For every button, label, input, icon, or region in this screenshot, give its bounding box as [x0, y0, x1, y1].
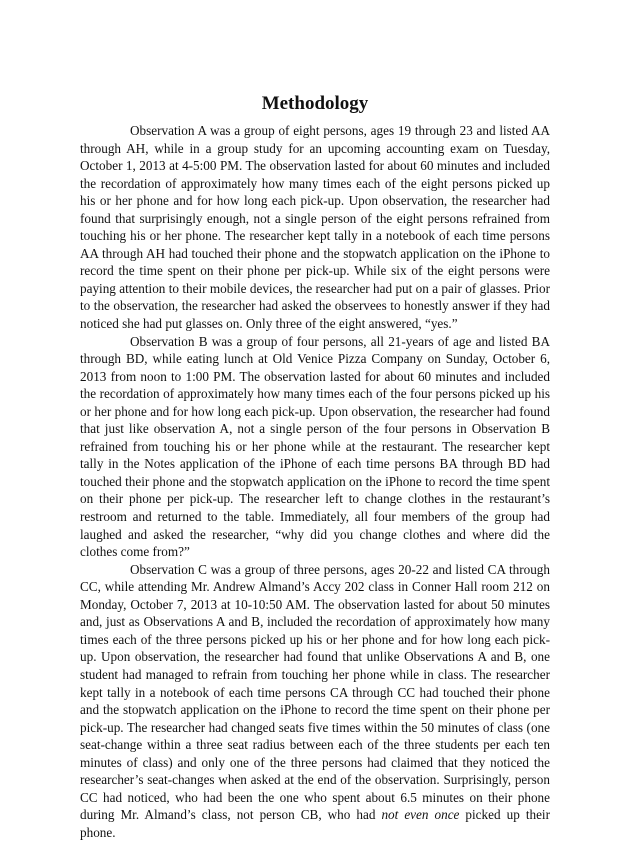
page-title: Methodology [261, 93, 369, 114]
paragraph-emphasis: not even once [381, 807, 460, 823]
document-page [80, 92, 550, 841]
paragraph-observation-c-end: picked up their phone. [80, 807, 550, 840]
paragraph-observation-c [80, 561, 550, 841]
paragraph-observation-a: Observation A was a group of eight persons, ages 19 through 23 and listed AA through AH, while in a group study for an upcoming accounting exam on Tuesday, October 1, 2013 at 4-5:00 PM. The observation lasted for about 60 minutes and included the recordation of approximately how many times each of the eight persons picked up his or her phone and for how long each pick-up. Upon observation, the researcher had found that surprisingly enough, not a single person of the eight persons refrained from touching his or her phone. The researcher kept tally in a notebook of each time persons AA through AH had touched their phone and the stopwatch application on the iPhone to record the time spent on their phone per pick-up. While six of the eight persons were paying attention to their mobile devices, the researcher had put on a pair of glasses. Prior to the observation, the researcher had asked the observees to honestly answer if they had noticed she had put glasses on. Only three of the eight answered, “yes.” [80, 123, 550, 332]
paragraph-observation-c-text: Observation C was a group of three persons, ages 20-22 and listed CA through CC, while attending Mr. Andrew Almand’s Accy 202 class in Conner Hall room 212 on Monday, October 7, 2013 at 10-10:50 AM. The observation lasted for about 50 minutes and, just as Observations A and B, included the recordation of approximately how many times each of the three persons picked up his or her phone and for how long each pick-up. Upon observation, the researcher had found that unlike Observations A and B, one student had managed to refrain from touching her phone while in class. The researcher kept tally in a notebook of each time persons CA through CC had touched their phone and the stopwatch application on the iPhone to record the time spent on their phone per pick-up. The researcher had changed seats five times within the 50 minutes of class (one seat-change within a three seat radius between each of the three students per each ten minutes of class) and only one of the three persons had claimed that they noticed the researcher’s seat-changes when asked at the end of the observation. Surprisingly, person CC had noticed, who had been the one who spent about 6.5 minutes on their phone during Mr. Almand’s class, not person CB, who had [80, 561, 550, 823]
paragraph-observation-b: Observation B was a group of four persons, all 21-years of age and listed BA through BD, while eating lunch at Old Venice Pizza Company on Sunday, October 6, 2013 from noon to 1:00 PM. The observation lasted for about 60 minutes and included the recordation of approximately how many times each of the four persons picked up his or her phone and for how long each pick-up. Upon observation, the researcher had found that just like observation A, not a single person of the four persons in Observation B refrained from touching his or her phone while at the restaurant. The researcher kept tally in the Notes application of the iPhone of each time persons BA through BD had touched their phone and the stopwatch application on the iPhone to record the time spent on their phone per pick-up. The researcher left to change clothes in the restaurant’s restroom and returned to the table. Immediately, all four members of the group had laughed and asked the researcher, “why did you change clothes and where did the clothes come from?” [80, 333, 550, 560]
